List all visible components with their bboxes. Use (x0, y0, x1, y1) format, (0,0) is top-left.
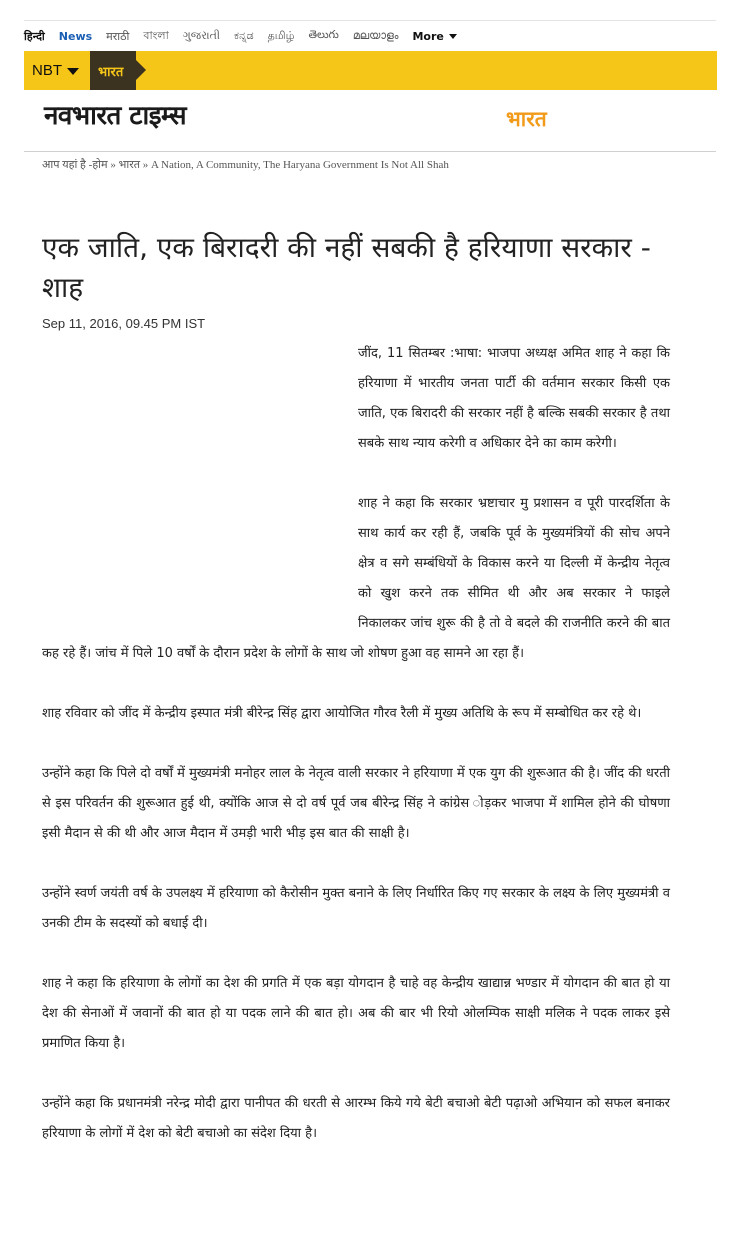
lang-link-bangla[interactable]: বাংলা (143, 28, 169, 42)
article-dateline: Sep 11, 2016, 09.45 PM IST (42, 316, 206, 331)
chevron-down-icon (449, 34, 457, 39)
nbt-menu-toggle[interactable] (32, 51, 79, 90)
breadcrumb-current: A Nation, A Community, The Haryana Government Is Not All Shah (150, 159, 449, 171)
article-paragraph: उन्होंने स्वर्ण जयंती वर्ष के उपलक्ष्य में हरियाणा को कैरोसीन मुक्त बनाने के लिए निर्धारित किए गए सरकार के लक्ष्य के लिए मुख्यमंत्री व उनकी टीम के सदस्यों को बधाई दी। (42, 886, 670, 931)
article-paragraph: उन्होंने कहा कि पिले दो वर्षों में मुख्यमंत्री मनोहर लाल के नेतृत्व वाली सरकार ने हरियाणा में एक युग की शुरूआत की है। जींद की धरती से इस परिवर्तन की शुरूआत हुई थी, क्योंकि आज से दो वर्ष पूर्व जब बीरेन्द्र सिंह ने कांग्रेस ोड़कर भाजपा में शामिल होने की घोषणा इसी मैदान से की थी और आज मैदान में उमड़ी भारी भीड़ इस बात की साक्षी है। (42, 766, 670, 841)
lang-link-hindi[interactable]: हिन्दी (24, 29, 45, 43)
more-label: More (412, 29, 444, 43)
article-body (42, 339, 670, 1179)
nbt-toggle-label: NBT (32, 62, 62, 79)
article-paragraph: उन्होंने कहा कि प्रधानमंत्री नरेन्द्र मोदी द्वारा पानीपत की धरती से आरम्भ किये गये बेटी बचाओ बेटी पढ़ाओ अभियान को सफल बनाकर हरियाणा के लोगों में देश को बेटी बचाओ का संदेश दिया है। (42, 1096, 670, 1141)
breadcrumb-home-link[interactable]: होम (92, 159, 108, 171)
breadcrumb (42, 157, 449, 172)
lang-link-malayalam[interactable]: മലയാളം (352, 29, 399, 42)
breadcrumb-section-link[interactable]: भारत (118, 159, 140, 171)
article-paragraph: शाह रविवार को जींद में केन्द्रीय इस्पात मंत्री बीरेन्द्र सिंह द्वारा आयोजित गौरव रैली में मुख्य अतिथि के रूप में सम्बोधित कर रहे थे। (42, 706, 642, 721)
article-headline: एक जाति, एक बिरादरी की नहीं सबकी है हरियाणा सरकार - शाह (42, 231, 651, 304)
article-paragraph: जींद, 11 सितम्बर :भाषा: भाजपा अध्यक्ष अमित शाह ने कहा कि हरियाणा में भारतीय जनता पार्टी की वर्तमान सरकार किसी एक जाति, एक बिरादरी की सरकार नहीं है बल्कि सबकी सरकार है तथा सबके साथ न्याय करेगी व अधिकार देने का काम करेगी। (358, 346, 670, 451)
more-languages-button[interactable] (412, 30, 456, 43)
section-title: भारत (506, 107, 547, 131)
lang-link-gujarati[interactable]: ગુજરાતી (182, 29, 221, 42)
article-paragraph: शाह ने कहा कि हरियाणा के लोगों का देश की प्रगति में एक बड़ा योगदान है चाहे वह केन्द्रीय खाद्यान्न भण्डार में योगदान की बात हो या देश की सेनाओं में जवानों की बात हो या पदक लाने की बात हो। अब की बार भी रियो ओलम्पिक साक्षी मलिक ने पदक लाकर इसे प्रमाणित किया है। (42, 976, 670, 1051)
breadcrumb-separator: » (139, 159, 151, 171)
site-logo[interactable]: नवभारत टाइम्स (44, 101, 187, 131)
article-paragraph: शाह ने कहा कि सरकार भ्रष्टाचार मु प्रशासन व पूरी पारदर्शिता के साथ कार्य कर रही हैं, जबकि पूर्व के मुख्यमंत्रियों की सोच अपने क्षेत्र व सगे सम्बंधियों के विकास करने या दिल्ली में केन्द्रीय नेतृत्व को खुश करने तक सीमित थी और अब सरकार ने फाइले निकालकर जांच शुरू की है तो वे बदले की राजनीति करने की बात कह रहे हैं। जांच में पिले 10 वर्षों के दौरान प्रदेश के लोगों के साथ जो शोषण हुआ वह सामने आ रहा हैं। (42, 496, 670, 661)
lang-link-telugu[interactable]: తెలుగు (308, 28, 339, 41)
breadcrumb-prefix: आप यहां है - (42, 159, 93, 171)
lang-link-kannada[interactable]: ಕನ್ನಡ (234, 29, 254, 42)
tab-bharat-label: भारत (98, 64, 124, 80)
lang-link-tamil[interactable]: தமிழ் (267, 28, 295, 42)
section-nav-bar (24, 51, 717, 90)
tab-bharat[interactable] (90, 51, 136, 90)
breadcrumb-separator: » (107, 159, 119, 171)
lang-link-news[interactable]: News (58, 29, 93, 43)
chevron-down-icon (67, 68, 79, 75)
language-bar (24, 20, 716, 51)
ad-placeholder (42, 339, 358, 637)
header-divider (24, 151, 716, 152)
lang-link-marathi[interactable]: मराठी (106, 29, 130, 43)
